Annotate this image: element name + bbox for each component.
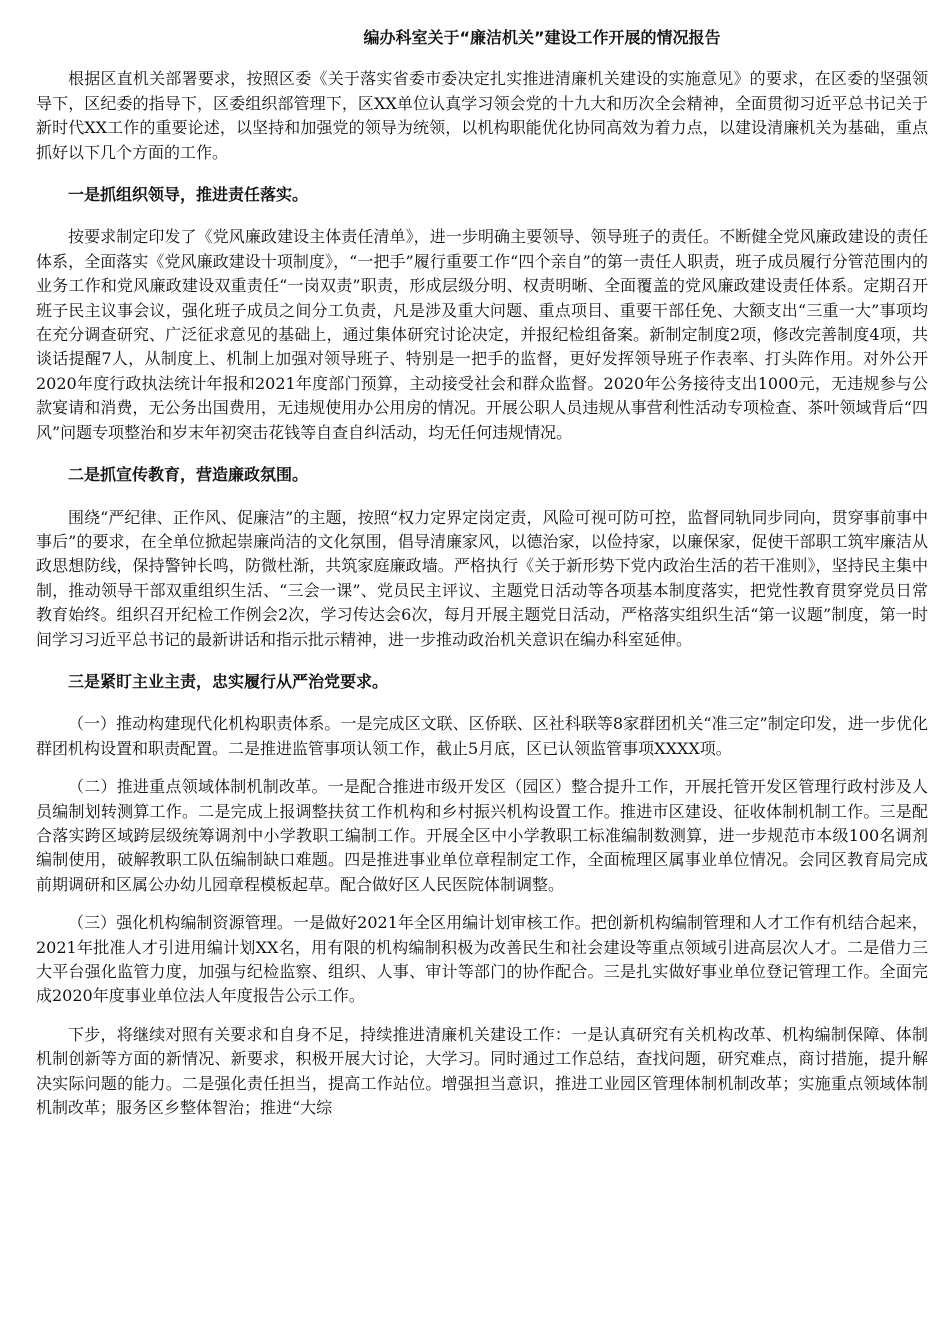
section3-item3: （三）强化机构编制资源管理。一是做好2021年全区用编计划审核工作。把创新机构编制管理和人才工作有机结合起来，2021年批准人才引进用编计划XX名，用有限的机构编制积极为改善民生和社会建设等重点领域引进高层次人才。二是借力三大平台强化监管力度，加强与纪检监察、组织、人事、审计等部门的协作配合。三是扎实做好事业单位登记管理工作。全面完成2020年度事业单位法人年度报告公示工作。	[36, 913, 928, 1006]
intro-paragraph: 根据区直机关部署要求，按照区委《关于落实省委市委决定扎实推进清廉机关建设的实施意见》的要求，在区委的坚强领导下，区纪委的指导下，区委组织部管理下，区XX单位认真学习领会党的十九大和历次全会精神，全面贯彻习近平总书记关于新时代XX工作的重要论述，以坚持和加强党的领导为统领，以机构职能优化协同高效为着力点，以建设清廉机关为基础，重点抓好以下几个方面的工作。	[36, 69, 928, 162]
closing-paragraph: 下步，将继续对照有关要求和自身不足，持续推进清廉机关建设工作：一是认真研究有关机构改革、机构编制保障、体制机制创新等方面的新情况、新要求，积极开展大讨论，大学习。同时通过工作总结，查找问题，研究难点，商讨措施，提升解决实际问题的能力。二是强化责任担当，提高工作站位。增强担当意识，推进工业园区管理体制机制改革；实施重点领域体制机制改革；服务区乡整体智治；推进“大综	[36, 1024, 928, 1118]
section3-item1: （一）推动构建现代化机构职责体系。一是完成区文联、区侨联、区社科联等8家群团机关“准三定”制定印发，进一步优化群团机构设置和职责配置。二是推进监管事项认领工作，截止5月底，区已认领监管事项XXXX项。	[36, 714, 928, 758]
section2-body: 围绕“严纪律、正作风、促廉洁”的主题，按照“权力定界定岗定责，风险可视可防可控，监督同轨同步同向，贯穿事前事中事后”的要求，在全单位掀起崇廉尚洁的文化氛围，倡导清廉家风，以德治家，以俭持家，以廉保家，促使干部职工筑牢廉洁从政思想防线，保持警钟长鸣，防微杜渐，共筑家庭廉政墙。严格执行《关于新形势下党内政治生活的若干准则》，坚持民主集中制，推动领导干部双重组织生活、“三会一课”、党员民主评议、主题党日活动等各项基本制度落实，把党性教育贯穿党员日常教育始终。组织召开纪检工作例会2次，学习传达会6次，每月开展主题党日活动，严格落实组织生活“第一议题”制度，第一时间学习习近平总书记的最新讲话和指示批示精神，进一步推动政治机关意识在编办科室延伸。	[36, 507, 928, 649]
section3-heading: 三是紧盯主业主责，忠实履行从严治党要求。	[68, 671, 389, 691]
section2-heading: 二是抓宣传教育，营造廉政氛围。	[68, 465, 309, 485]
section3-item2: （二）推进重点领域体制机制改革。一是配合推进市级开发区（园区）整合提升工作，开展托管开发区管理行政村涉及人员编制划转测算工作。二是完成上报调整扶贫工作机构和乡村振兴机构设置工作。推进市区建设、征收体制机制工作。三是配合落实跨区域跨层级统筹调剂中小学教职工编制工作。开展全区中小学教职工标准编制数测算，进一步规范市本级100名调剂编制使用，破解教职工队伍编制缺口难题。四是推进事业单位章程制定工作，全面梳理区属事业单位情况。会同区教育局完成前期调研和区属公办幼儿园章程模板起草。配合做好区人民医院体制调整。	[36, 777, 928, 894]
section1-body: 按要求制定印发了《党风廉政建设主体责任清单》，进一步明确主要领导、领导班子的责任。不断健全党风廉政建设的责任体系，全面落实《党风廉政建设十项制度》，“一把手”履行重要工作“四个亲自”的第一责任人职责，班子成员履行分管范围内的业务工作和党风廉政建设双重责任“一岗双责”职责，形成层级分明、权责明晰、全面覆盖的党风廉政建设责任体系。定期召开班子民主议事会议，强化班子成员之间分工负责，凡是涉及重大问题、重点项目、重要干部任免、大额支出“三重一大”事项均在充分调查研究、广泛征求意见的基础上，通过集体研究讨论决定，并报纪检组备案。新制定制度2项，修改完善制度4项，共谈话提醒7人，从制度上、机制上加强对领导班子、特别是一把手的监督，更好发挥领导班子作表率、打头阵作用。对外公开2020年度行政执法统计年报和2021年度部门预算，主动接受社会和群众监督。2020年公务接待支出1000元，无违规参与公款宴请和消费，无公务出国费用，无违规使用办公用房的情况。开展公职人员违规从事营利性活动专项检查、茶叶领域背后“四风”问题专项整治和岁末年初突击花钱等自查自纠活动，均无任何违规情况。	[36, 227, 928, 442]
document-title: 编办科室关于“廉洁机关”建设工作开展的情况报告	[363, 28, 721, 47]
section1-heading: 一是抓组织领导，推进责任落实。	[68, 185, 309, 205]
